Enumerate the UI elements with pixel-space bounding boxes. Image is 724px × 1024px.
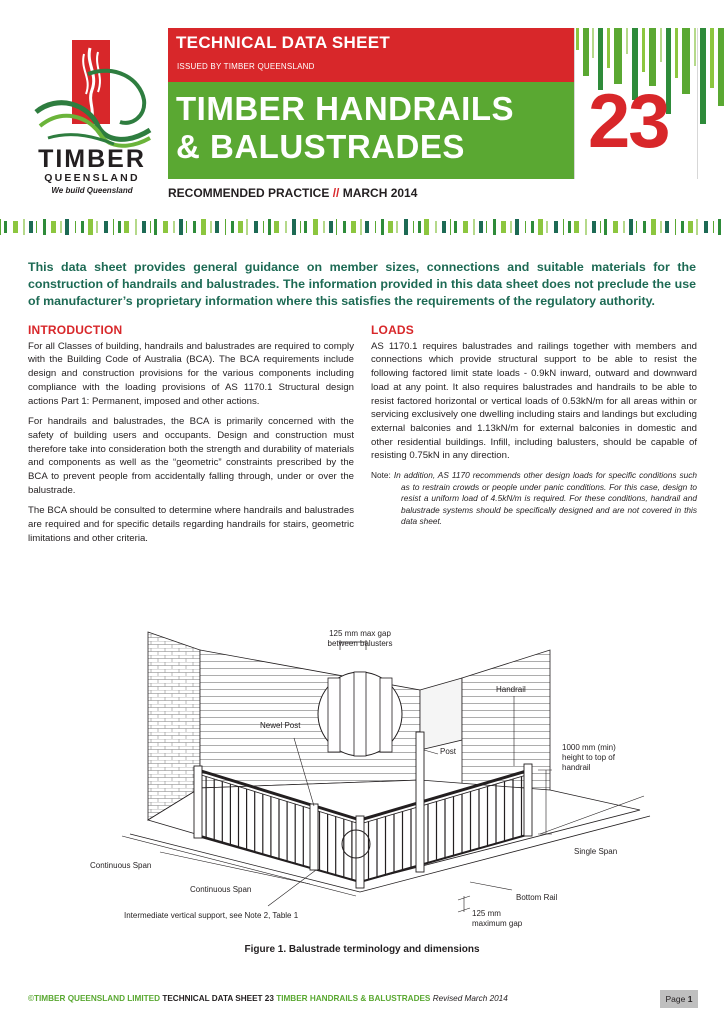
stripe — [643, 221, 646, 233]
introduction-paragraph-3: The BCA should be consulted to determine where handrails and balustrades are required and for specific details regarding handrails for stairs, geometric limitations and other criteria. — [28, 505, 354, 544]
stripe — [435, 221, 437, 233]
stripe — [501, 221, 506, 233]
stripe — [525, 221, 526, 233]
stripe — [450, 219, 451, 235]
stripe — [323, 221, 325, 233]
stripe — [696, 219, 698, 235]
page-number: 1 — [687, 994, 693, 1004]
stripe — [113, 219, 114, 235]
introduction-heading: INTRODUCTION — [28, 323, 123, 337]
stripe — [613, 221, 618, 233]
stripe — [563, 219, 564, 235]
stripe — [193, 221, 196, 233]
introduction-paragraph-1: For all Classes of building, handrails and balustrades are required to comply with the Building Code of Australia (BCA). The BCA requirements include design and construction provisions for the various components including compliance with the loading provisions of AS 1170.1 Structural design actions Part 1: Permanent, imposed and other actions. — [28, 340, 354, 407]
stripe — [29, 221, 33, 233]
label-bottom-rail: Bottom Rail — [516, 893, 558, 902]
page-title — [176, 90, 514, 166]
stripe — [43, 219, 46, 235]
stripe — [285, 221, 287, 233]
label-single-span: Single Span — [574, 847, 618, 856]
stripe — [538, 219, 543, 235]
label-continuous-span-2: Continuous Span — [190, 885, 252, 894]
stripe — [215, 221, 219, 233]
stripe — [124, 221, 129, 233]
stripe — [60, 221, 62, 233]
page-label: Page — [665, 994, 686, 1004]
stripe — [88, 219, 93, 235]
stripe — [681, 221, 684, 233]
stripe — [651, 219, 656, 235]
stripe — [246, 219, 248, 235]
stripe — [554, 221, 558, 233]
stripe — [104, 221, 108, 233]
brick-wall — [148, 632, 200, 820]
stripe — [388, 221, 393, 233]
stripe — [225, 219, 226, 235]
stripe — [81, 221, 84, 233]
loads-section — [371, 324, 697, 528]
stripe — [304, 221, 307, 233]
sheet-number: 23 — [588, 79, 669, 164]
stripe — [96, 221, 98, 233]
stripe — [186, 221, 187, 233]
stripe — [343, 221, 346, 233]
stripe — [568, 221, 571, 233]
stripe — [51, 221, 56, 233]
stripe — [75, 221, 76, 233]
page-footer — [28, 994, 508, 1003]
stripe — [375, 221, 376, 233]
stripe — [300, 221, 301, 233]
label-intermediate-support: Intermediate vertical support, see Note 2, Table 1 — [124, 911, 299, 920]
series-title: TECHNICAL DATA SHEET — [176, 33, 391, 52]
stripe — [531, 221, 534, 233]
loads-note — [371, 470, 697, 528]
footer-title: TIMBER HANDRAILS & BALUSTRADES — [276, 994, 431, 1003]
stripe — [292, 219, 296, 235]
stripe — [493, 219, 496, 235]
issued-by: ISSUED BY TIMBER QUEENSLAND — [177, 62, 315, 71]
stripe — [0, 219, 1, 235]
label-height-2: height to top of — [562, 753, 615, 762]
logo-tagline: We build Queensland — [51, 186, 133, 195]
balustrade-diagram — [60, 620, 660, 940]
stripe — [201, 219, 206, 235]
footer-copyright: ©TIMBER QUEENSLAND LIMITED — [28, 994, 161, 1003]
stripe — [313, 219, 318, 235]
logo-queensland-text: QUEENSLAND — [44, 172, 140, 184]
stripe — [360, 219, 362, 235]
practice-date-line — [168, 186, 417, 200]
practice-separator: // — [332, 186, 340, 200]
stripe — [36, 221, 37, 233]
stripe — [13, 221, 18, 233]
stripe — [210, 221, 212, 233]
stripe — [163, 221, 168, 233]
label-newel-post: Newel Post — [260, 721, 301, 730]
stripe — [4, 221, 7, 233]
stripe — [600, 221, 601, 233]
stripe — [718, 219, 721, 235]
deck-floor — [130, 780, 650, 892]
stripe — [713, 221, 714, 233]
stripe — [23, 219, 25, 235]
note-label: Note: — [371, 470, 391, 481]
stripe — [592, 221, 596, 233]
label-bottom-gap-1: 125 mm — [472, 909, 501, 918]
stripe — [263, 221, 264, 233]
introduction-paragraph-2: For handrails and balustrades, the BCA is primarily concerned with the safety of building users and occupants. Design and construction must therefore take into consideration both the strength and durability of materials and components as well as the “geometric” constraints prescribed by the BCA to prevent people from accidentally falling through, under or over the balustrade. — [28, 416, 354, 496]
stripe — [636, 221, 637, 233]
stripe — [336, 219, 337, 235]
label-height-3: handrail — [562, 763, 591, 772]
stripe — [479, 221, 483, 233]
stripe — [396, 221, 398, 233]
stripe — [329, 221, 333, 233]
stripe-pattern-divider — [0, 217, 724, 237]
stripe — [424, 219, 429, 235]
stripe — [473, 219, 475, 235]
stripe — [675, 219, 676, 235]
loads-paragraph: AS 1170.1 requires balustrades and railings together with members and connections which provide structural support to be able to resist the following factored limit state loads - 0.9kN inward, outward and downward load at any point. It also requires balustrades and handrails to be able to resist factored horizontal or vertical loads of 0.53kN/m for all areas within or servicing exclusively one dwelling including stairs and landings but excluding external balconies and 1.13kN/m for external balconies in domestic and other residential buildings. Infill, including balusters, should be capable of resisting 0.75kN in any direction. — [371, 340, 697, 462]
stripe — [660, 221, 662, 233]
label-post: Post — [440, 747, 457, 756]
title-line-1: TIMBER HANDRAILS — [176, 90, 514, 127]
issue-date: MARCH 2014 — [342, 186, 418, 200]
stripe — [173, 221, 175, 233]
stripe — [150, 221, 151, 233]
stripe — [381, 219, 384, 235]
label-bottom-gap-2: maximum gap — [472, 919, 523, 928]
stripe — [623, 221, 625, 233]
stripe — [365, 221, 369, 233]
stripe — [463, 221, 468, 233]
stripe — [515, 219, 519, 235]
stripe — [442, 221, 446, 233]
stripe — [486, 221, 487, 233]
stripe — [665, 221, 669, 233]
stripe — [418, 221, 421, 233]
stripe — [704, 221, 708, 233]
stripe — [274, 221, 279, 233]
label-gap-2: between balusters — [327, 639, 393, 648]
stripe — [154, 219, 157, 235]
practice-label: RECOMMENDED PRACTICE — [168, 186, 330, 200]
stripe — [351, 221, 356, 233]
logo-wordmark — [28, 146, 156, 198]
figure-caption: Figure 1. Balustrade terminology and dimensions — [244, 944, 480, 955]
stripe — [574, 221, 579, 233]
stripe — [454, 221, 457, 233]
stripe — [510, 221, 512, 233]
stripe — [268, 219, 271, 235]
footer-revised: Revised March 2014 — [432, 994, 508, 1003]
stripe — [546, 221, 548, 233]
stripe — [629, 219, 633, 235]
stripe — [118, 221, 121, 233]
stripe — [404, 219, 408, 235]
intro-lead: This data sheet provides general guidance on member sizes, connections and suitable materials for the construction of handrails and balustrades. The information provided in this data sheet does not preclude the use of manufacturer’s proprietary information where this satisfies the requirements of the regulatory authority. — [28, 260, 696, 308]
note-text: In addition, AS 1170 recommends other design loads for specific conditions such as to restrain crowds or people under panic conditions. For this case, design to resist a uniform load of 4.5kN/m is required. For these conditions, handrail and balustrade systems should be specifically designed and are not covered in this data sheet. — [393, 470, 697, 527]
stripe — [65, 219, 69, 235]
label-height-1: 1000 mm (min) — [562, 743, 616, 752]
label-handrail: Handrail — [496, 685, 526, 694]
stripe — [688, 221, 693, 233]
stripe — [179, 219, 183, 235]
label-continuous-span-1: Continuous Span — [90, 861, 152, 870]
logo-timber-text: TIMBER — [38, 145, 146, 173]
post — [416, 732, 424, 872]
stripe — [231, 221, 234, 233]
page-number-badge — [660, 990, 698, 1008]
footer-sheet: TECHNICAL DATA SHEET 23 — [162, 994, 274, 1003]
stripe — [585, 219, 587, 235]
stripe — [135, 219, 137, 235]
title-line-2: & BALUSTRADES — [176, 128, 465, 165]
stripe — [142, 221, 146, 233]
label-gap-1: 125 mm max gap — [329, 629, 391, 638]
stripe — [254, 221, 258, 233]
introduction-section — [28, 324, 354, 553]
stripe — [413, 221, 414, 233]
stripe — [238, 221, 243, 233]
loads-heading: LOADS — [371, 323, 414, 337]
stripe — [604, 219, 607, 235]
